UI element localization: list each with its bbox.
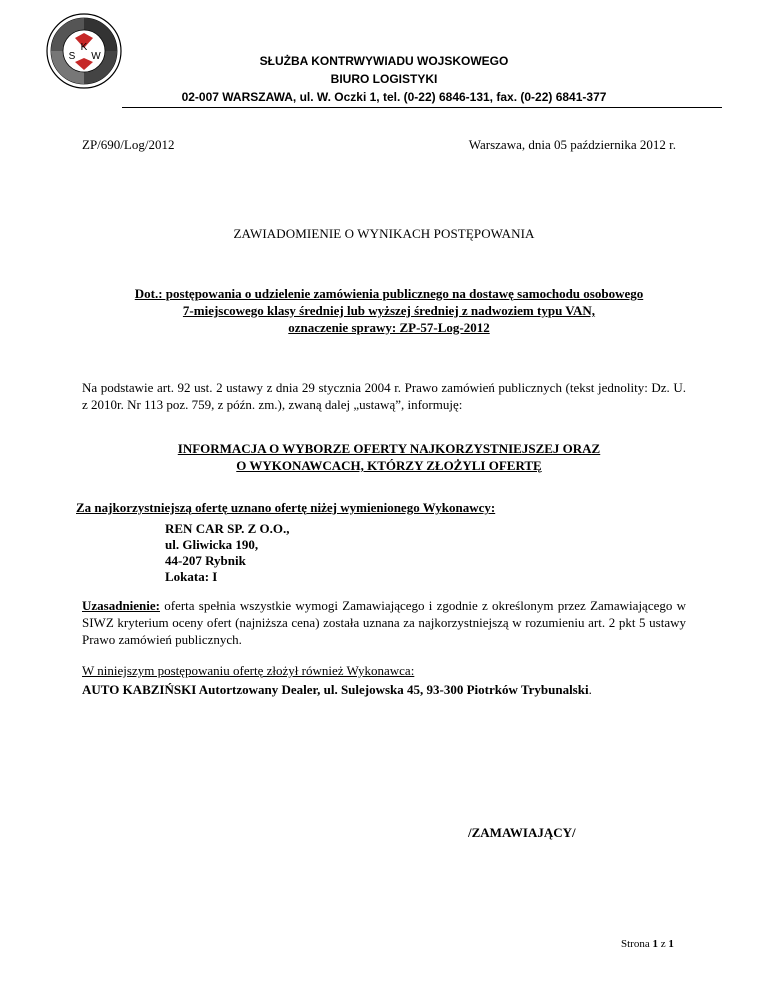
subject-line-2: 7-miejscowego klasy średniej lub wyższej średniej z nadwoziem typu VAN, (182, 303, 596, 318)
page-label: Strona (621, 938, 650, 950)
justification-paragraph (82, 597, 686, 648)
info-heading (82, 440, 696, 474)
logo-letter-s: S (68, 51, 76, 62)
logo-letter-k: K (80, 42, 88, 53)
subject-block (82, 285, 696, 336)
other-bidder-period: . (588, 682, 592, 697)
page-separator: z (660, 938, 666, 950)
other-bidder-line (82, 681, 686, 698)
institution-address: 02-007 WARSZAWA, ul. W. Oczki 1, tel. (0-22) 6846-131, fax. (0-22) 6841-377 (181, 90, 607, 104)
institution-name: SŁUŻBA KONTRWYWIADU WOJSKOWEGO (259, 54, 509, 68)
winner-city: 44-207 Rybnik (165, 553, 246, 568)
winner-rank: Lokata: I (165, 569, 218, 584)
info-heading-line-2: O WYKONAWCACH, KTÓRZY ZŁOŻYLI OFERTĘ (236, 458, 542, 473)
total-pages: 1 (668, 938, 674, 950)
info-heading-line-1: INFORMACJA O WYBORZE OFERTY NAJKORZYSTNIEJSZEJ ORAZ (177, 441, 601, 456)
header-rule (122, 107, 722, 108)
department-name: BIURO LOGISTYKI (330, 72, 438, 86)
winner-address-block (165, 521, 289, 585)
other-bidder-name: AUTO KABZIŃSKI Autortzowany Dealer, ul. Sulejowska 45, 93-300 Piotrków Trybunalski (82, 682, 589, 697)
signature-label: /ZAMAWIAJĄCY/ (468, 825, 576, 840)
page-number (621, 938, 674, 950)
winner-street: ul. Gliwicka 190, (165, 537, 259, 552)
winner-heading: Za najkorzystniejszą ofertę uznano ofertę niżej wymienionego Wykonawcy: (76, 500, 496, 515)
other-bidder-heading: W niniejszym postępowaniu ofertę złożył również Wykonawca: (82, 663, 415, 678)
reference-number: ZP/690/Log/2012 (82, 137, 175, 152)
document-title: ZAWIADOMIENIE O WYNIKACH POSTĘPOWANIA (233, 226, 535, 241)
subject-line-1: Dot.: postępowania o udzielenie zamówienia publicznego na dostawę samochodu osobowego (134, 286, 644, 301)
document-date: Warszawa, dnia 05 października 2012 r. (468, 137, 676, 152)
current-page: 1 (652, 938, 658, 950)
logo-letter-w: W (91, 51, 101, 62)
winner-name: REN CAR SP. Z O.O., (165, 521, 290, 536)
letterhead (0, 52, 768, 106)
justification-lead: Uzasadnienie: (82, 598, 160, 613)
subject-line-3: oznaczenie sprawy: ZP-57-Log-2012 (288, 320, 490, 335)
justification-text: oferta spełnia wszystkie wymogi Zamawiającego i zgodnie z określonym przez Zamawiającego w SIWZ kryterium oceny ofert (najniższa cena) została uznana za najkorzystniejszą w rozumieniu art. 2 pkt 5 ustawy Prawo zamówień publicznych. (82, 598, 686, 647)
intro-paragraph: Na podstawie art. 92 ust. 2 ustawy z dnia 29 stycznia 2004 r. Prawo zamówień publicznych (tekst jednolity: Dz. U. z 2010r. Nr 113 poz. 759, z późn. zm.), zwaną dalej „ustawą”, informuję: (82, 380, 686, 412)
